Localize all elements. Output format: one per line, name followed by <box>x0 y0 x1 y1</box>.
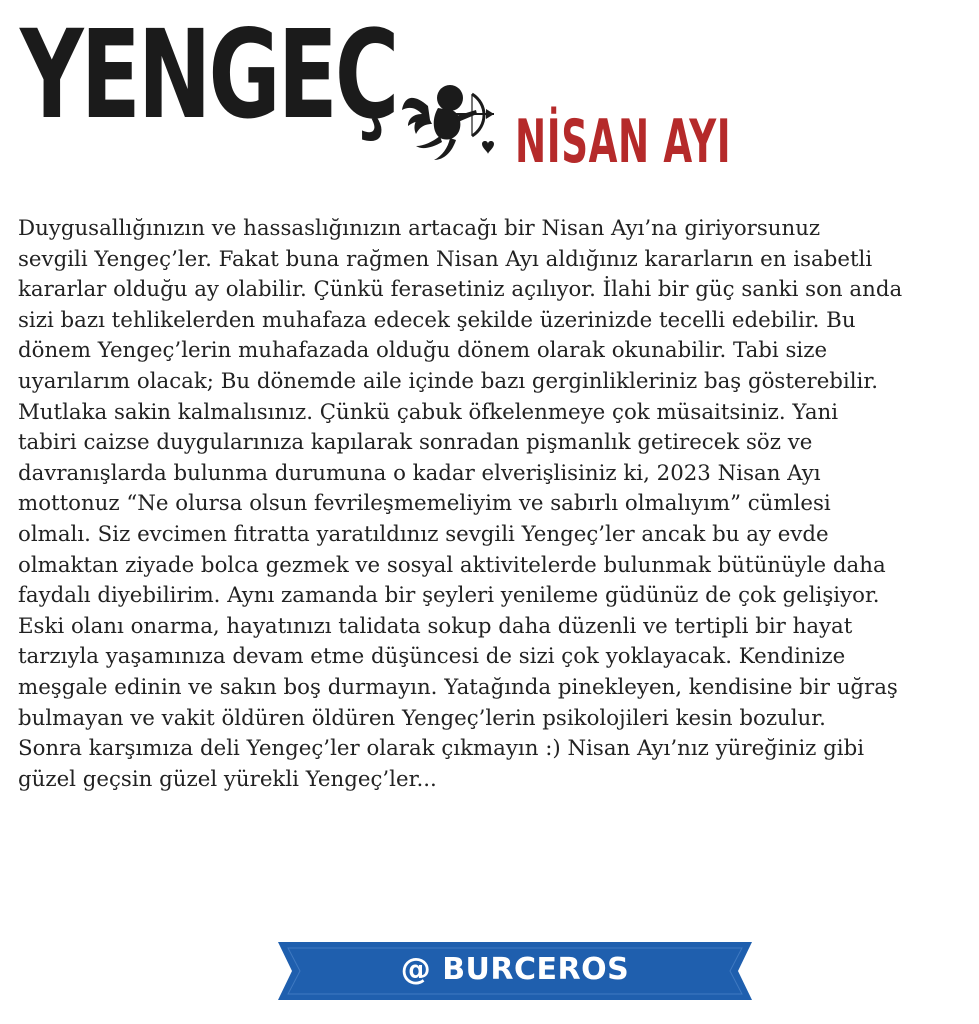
text-line: meşgale edinin ve sakın boş durmayın. Yatağında pinekleyen, kendisine bir uğraş <box>18 674 898 700</box>
text-line: faydalı diyebilirim. Aynı zamanda bir şeyleri yenileme güdünüz de çok gelişiyor. <box>18 583 880 609</box>
text-line: olmalı. Siz evcimen fıtratta yaratıldınız sevgili Yengeç’ler ancak bu ay evde <box>18 521 829 547</box>
page-subtitle: NİSAN AYI <box>515 107 732 177</box>
page-title: YENGEÇ <box>20 4 397 146</box>
text-line: dönem Yengeç’lerin muhafazada olduğu dönem olarak okunabilir. Tabi size <box>18 338 828 364</box>
text-line: Duygusallığınızın ve hassaslığınızın artacağı bir Nisan Ayı’na giriyorsunuz <box>18 216 821 241</box>
text-line: olmaktan ziyade bolca gezmek ve sosyal aktivitelerde bulunmak bütünüyle daha <box>18 552 886 578</box>
text-line: Eski olanı onarma, hayatınızı talidata sokup daha düzenli ve tertipli bir hayat <box>18 613 853 639</box>
text-line: sizi bazı tehlikelerden muhafaza edecek şekilde üzerinizde tecelli edebilir. Bu <box>18 307 856 333</box>
text-line: kararlar olduğu ay olabilir. Çünkü ferasetiniz açılıyor. İlahi bir güç sanki son anda <box>18 277 903 303</box>
cupid-icon <box>398 76 498 166</box>
text-line: mottonuz “Ne olursa olsun fevrileşmemeliyim ve sabırlı olmalıyım” cümlesi <box>18 491 831 517</box>
banner-label: @ BURCEROS <box>400 952 630 987</box>
burceros-banner <box>278 940 752 1002</box>
text-line: davranışlarda bulunma durumuna o kadar elverişlisiniz ki, 2023 Nisan Ayı <box>18 460 821 486</box>
horoscope-text <box>18 214 968 795</box>
text-line: Sonra karşımıza deli Yengeç’ler olarak çıkmayın :) Nisan Ayı’nız yüreğiniz gibi <box>18 736 865 762</box>
text-line: güzel geçsin güzel yürekli Yengeç’ler... <box>18 766 437 792</box>
text-line: tarzıyla yaşamınıza devam etme düşüncesi de sizi çok yoklayacak. Kendinize <box>18 644 846 670</box>
text-line: tabiri caizse duygularınıza kapılarak sonradan pişmanlık getirecek söz ve <box>18 430 813 456</box>
text-line: uyarılarım olacak; Bu dönemde aile içinde bazı gerginlikleriniz baş gösterebilir. <box>18 368 878 394</box>
text-line: bulmayan ve vakit öldüren öldüren Yengeç’lerin psikolojileri kesin bozulur. <box>18 705 826 731</box>
text-line: Mutlaka sakin kalmalısınız. Çünkü çabuk öfkelenmeye çok müsaitsiniz. Yani <box>18 399 839 425</box>
text-line: sevgili Yengeç’ler. Fakat buna rağmen Nisan Ayı aldığınız kararların en isabetli <box>18 246 873 272</box>
